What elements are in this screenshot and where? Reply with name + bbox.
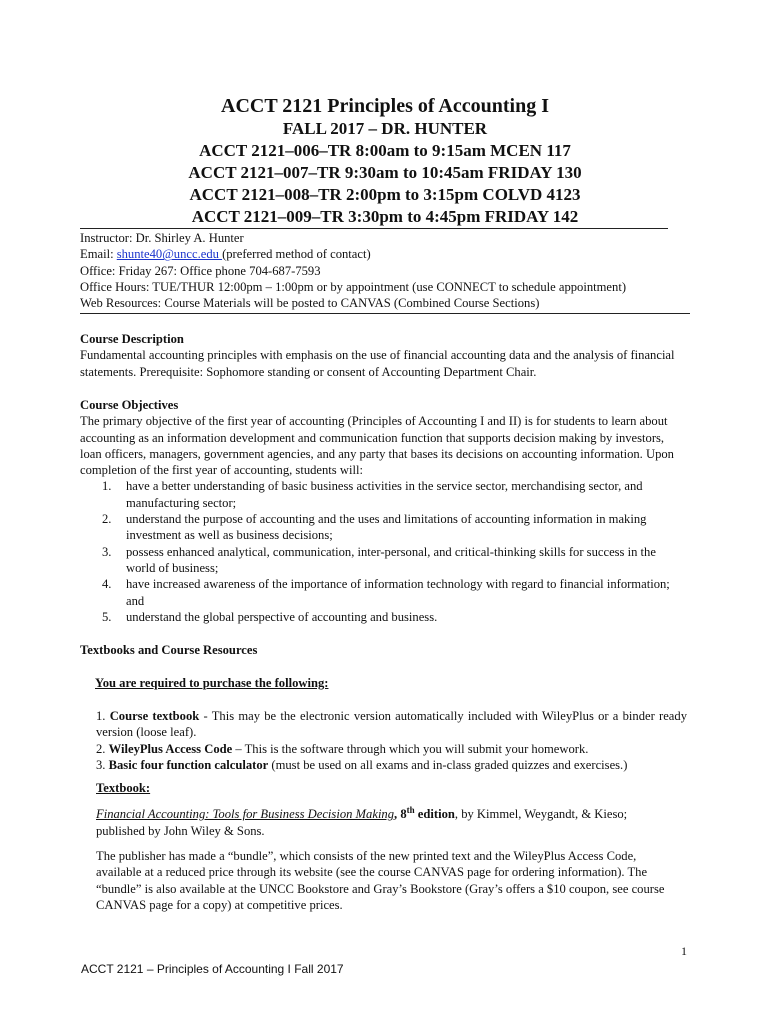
required-purchases-heading-block <box>95 675 687 691</box>
required-purchases-heading: You are required to purchase the following: <box>95 676 329 690</box>
required-purchases-list <box>96 708 687 773</box>
page-footer: ACCT 2121 – Principles of Accounting I Fall 2017 <box>81 962 344 976</box>
course-objectives <box>80 397 688 625</box>
purchase-name: Course textbook <box>109 709 200 723</box>
info-divider <box>80 313 690 314</box>
textbook-heading: Textbook: <box>96 781 151 795</box>
description-heading: Course Description <box>80 332 184 346</box>
objective-item <box>80 511 688 544</box>
objective-item <box>80 576 688 609</box>
purchase-item <box>96 757 687 773</box>
email-link[interactable]: shunte40@uncc.edu <box>116 247 223 262</box>
objective-text: understand the global perspective of accounting and business. <box>126 609 438 624</box>
section-line: ACCT 2121–008–TR 2:00pm to 3:15pm COLVD 4123 <box>189 185 581 204</box>
course-title: ACCT 2121 Principles of Accounting I <box>221 95 549 117</box>
section-line: ACCT 2121–009–TR 3:30pm to 4:45pm FRIDAY 142 <box>191 207 579 226</box>
section-line: ACCT 2121–006–TR 8:00am to 9:15am MCEN 117 <box>199 141 571 160</box>
objective-text: understand the purpose of accounting and the uses and limitations of accounting information in making investment as well as business decisions; <box>126 512 647 543</box>
purchase-number: 1. <box>96 709 106 723</box>
instructor-name: Instructor: Dr. Shirley A. Hunter <box>80 231 244 245</box>
course-term: FALL 2017 – DR. HUNTER <box>282 119 488 138</box>
book-edition-number: , 8 <box>394 807 407 822</box>
book-edition-word: edition <box>414 807 455 822</box>
description-text: Fundamental accounting principles with emphasis on the use of financial accounting data and the analysis of financial statements. Prerequisite: Sophomore standing or consent of Accounting Department Chair. <box>80 348 675 379</box>
objectives-intro: The primary objective of the first year of accounting (Principles of Accounting I and II) is for students to learn about accounting as an information development and communication function that supports decision making by investors, loan officers, managers, government agencies, and any party that bases its decisions on accounting information. Upon completion of the first year of accounting, students will: <box>80 414 674 478</box>
objective-number: 5. <box>102 609 112 624</box>
book-authors: , by Kimmel, Weygandt, & Kieso; published by John Wiley & Sons. <box>96 807 628 838</box>
textbook-citation <box>96 802 676 839</box>
objective-number: 4. <box>102 577 112 592</box>
purchase-name: WileyPlus Access Code <box>108 741 233 756</box>
course-description <box>80 331 688 380</box>
purchase-item <box>96 708 687 741</box>
office-hours-line: Office Hours: TUE/THUR 12:00pm – 1:00pm or by appointment (use CONNECT to schedule appointment) <box>80 279 627 294</box>
book-edition-suffix: th <box>406 805 415 816</box>
resources-heading: Textbooks and Course Resources <box>80 643 258 657</box>
objective-item <box>80 609 688 625</box>
bundle-text: The publisher has made a “bundle”, which consists of the new printed text and the WileyPlus Access Code, available at a reduced price through its website (see the course CANVAS page for ordering information). The “bundle” is also available at the UNCC Bookstore and Gray’s Bookstore (Gray’s offers a $10 coupon, see course CANVAS page for a copy) at competitive prices. <box>96 849 665 912</box>
purchase-number: 3. <box>96 757 106 772</box>
title-block <box>80 94 690 228</box>
purchase-number: 2. <box>96 741 106 756</box>
objective-text: have a better understanding of basic business activities in the service sector, merchandising sector, and manufacturing sector; <box>126 479 643 510</box>
email-note: (preferred method of contact) <box>222 247 371 262</box>
instructor-info <box>80 230 700 311</box>
email-line <box>80 246 700 262</box>
office-line: Office: Friday 267: Office phone 704-687-7593 <box>80 263 321 278</box>
web-resources-line: Web Resources: Course Materials will be posted to CANVAS (Combined Course Sections) <box>80 296 540 311</box>
objectives-heading: Course Objectives <box>80 398 179 412</box>
section-line: ACCT 2121–007–TR 9:30am to 10:45am FRIDAY 130 <box>188 163 582 182</box>
purchase-detail: - This may be the electronic version automatically included with WileyPlus or a binder ready version (loose leaf). <box>96 709 687 740</box>
objective-number: 2. <box>102 512 112 527</box>
purchase-item <box>96 741 687 757</box>
objective-item <box>80 544 688 577</box>
page-number: 1 <box>681 944 687 958</box>
objective-text: possess enhanced analytical, communication, inter-personal, and critical-thinking skills for success in the world of business; <box>126 544 656 575</box>
header-divider <box>80 228 668 229</box>
purchase-name: Basic four function calculator <box>108 757 269 772</box>
objective-text: have increased awareness of the importance of information technology with regard to financial information; and <box>126 577 670 608</box>
objective-number: 3. <box>102 544 112 559</box>
purchase-detail: (must be used on all exams and in-class graded quizzes and exercises.) <box>268 757 628 772</box>
email-label: Email: <box>80 247 117 262</box>
objective-number: 1. <box>102 479 112 494</box>
purchase-detail: – This is the software through which you will submit your homework. <box>232 741 589 756</box>
objectives-list <box>80 478 688 625</box>
resources-heading-block <box>80 642 688 658</box>
objective-item <box>80 478 688 511</box>
book-title: Financial Accounting: Tools for Business Decision Making <box>96 807 395 822</box>
textbook-block <box>96 780 676 913</box>
